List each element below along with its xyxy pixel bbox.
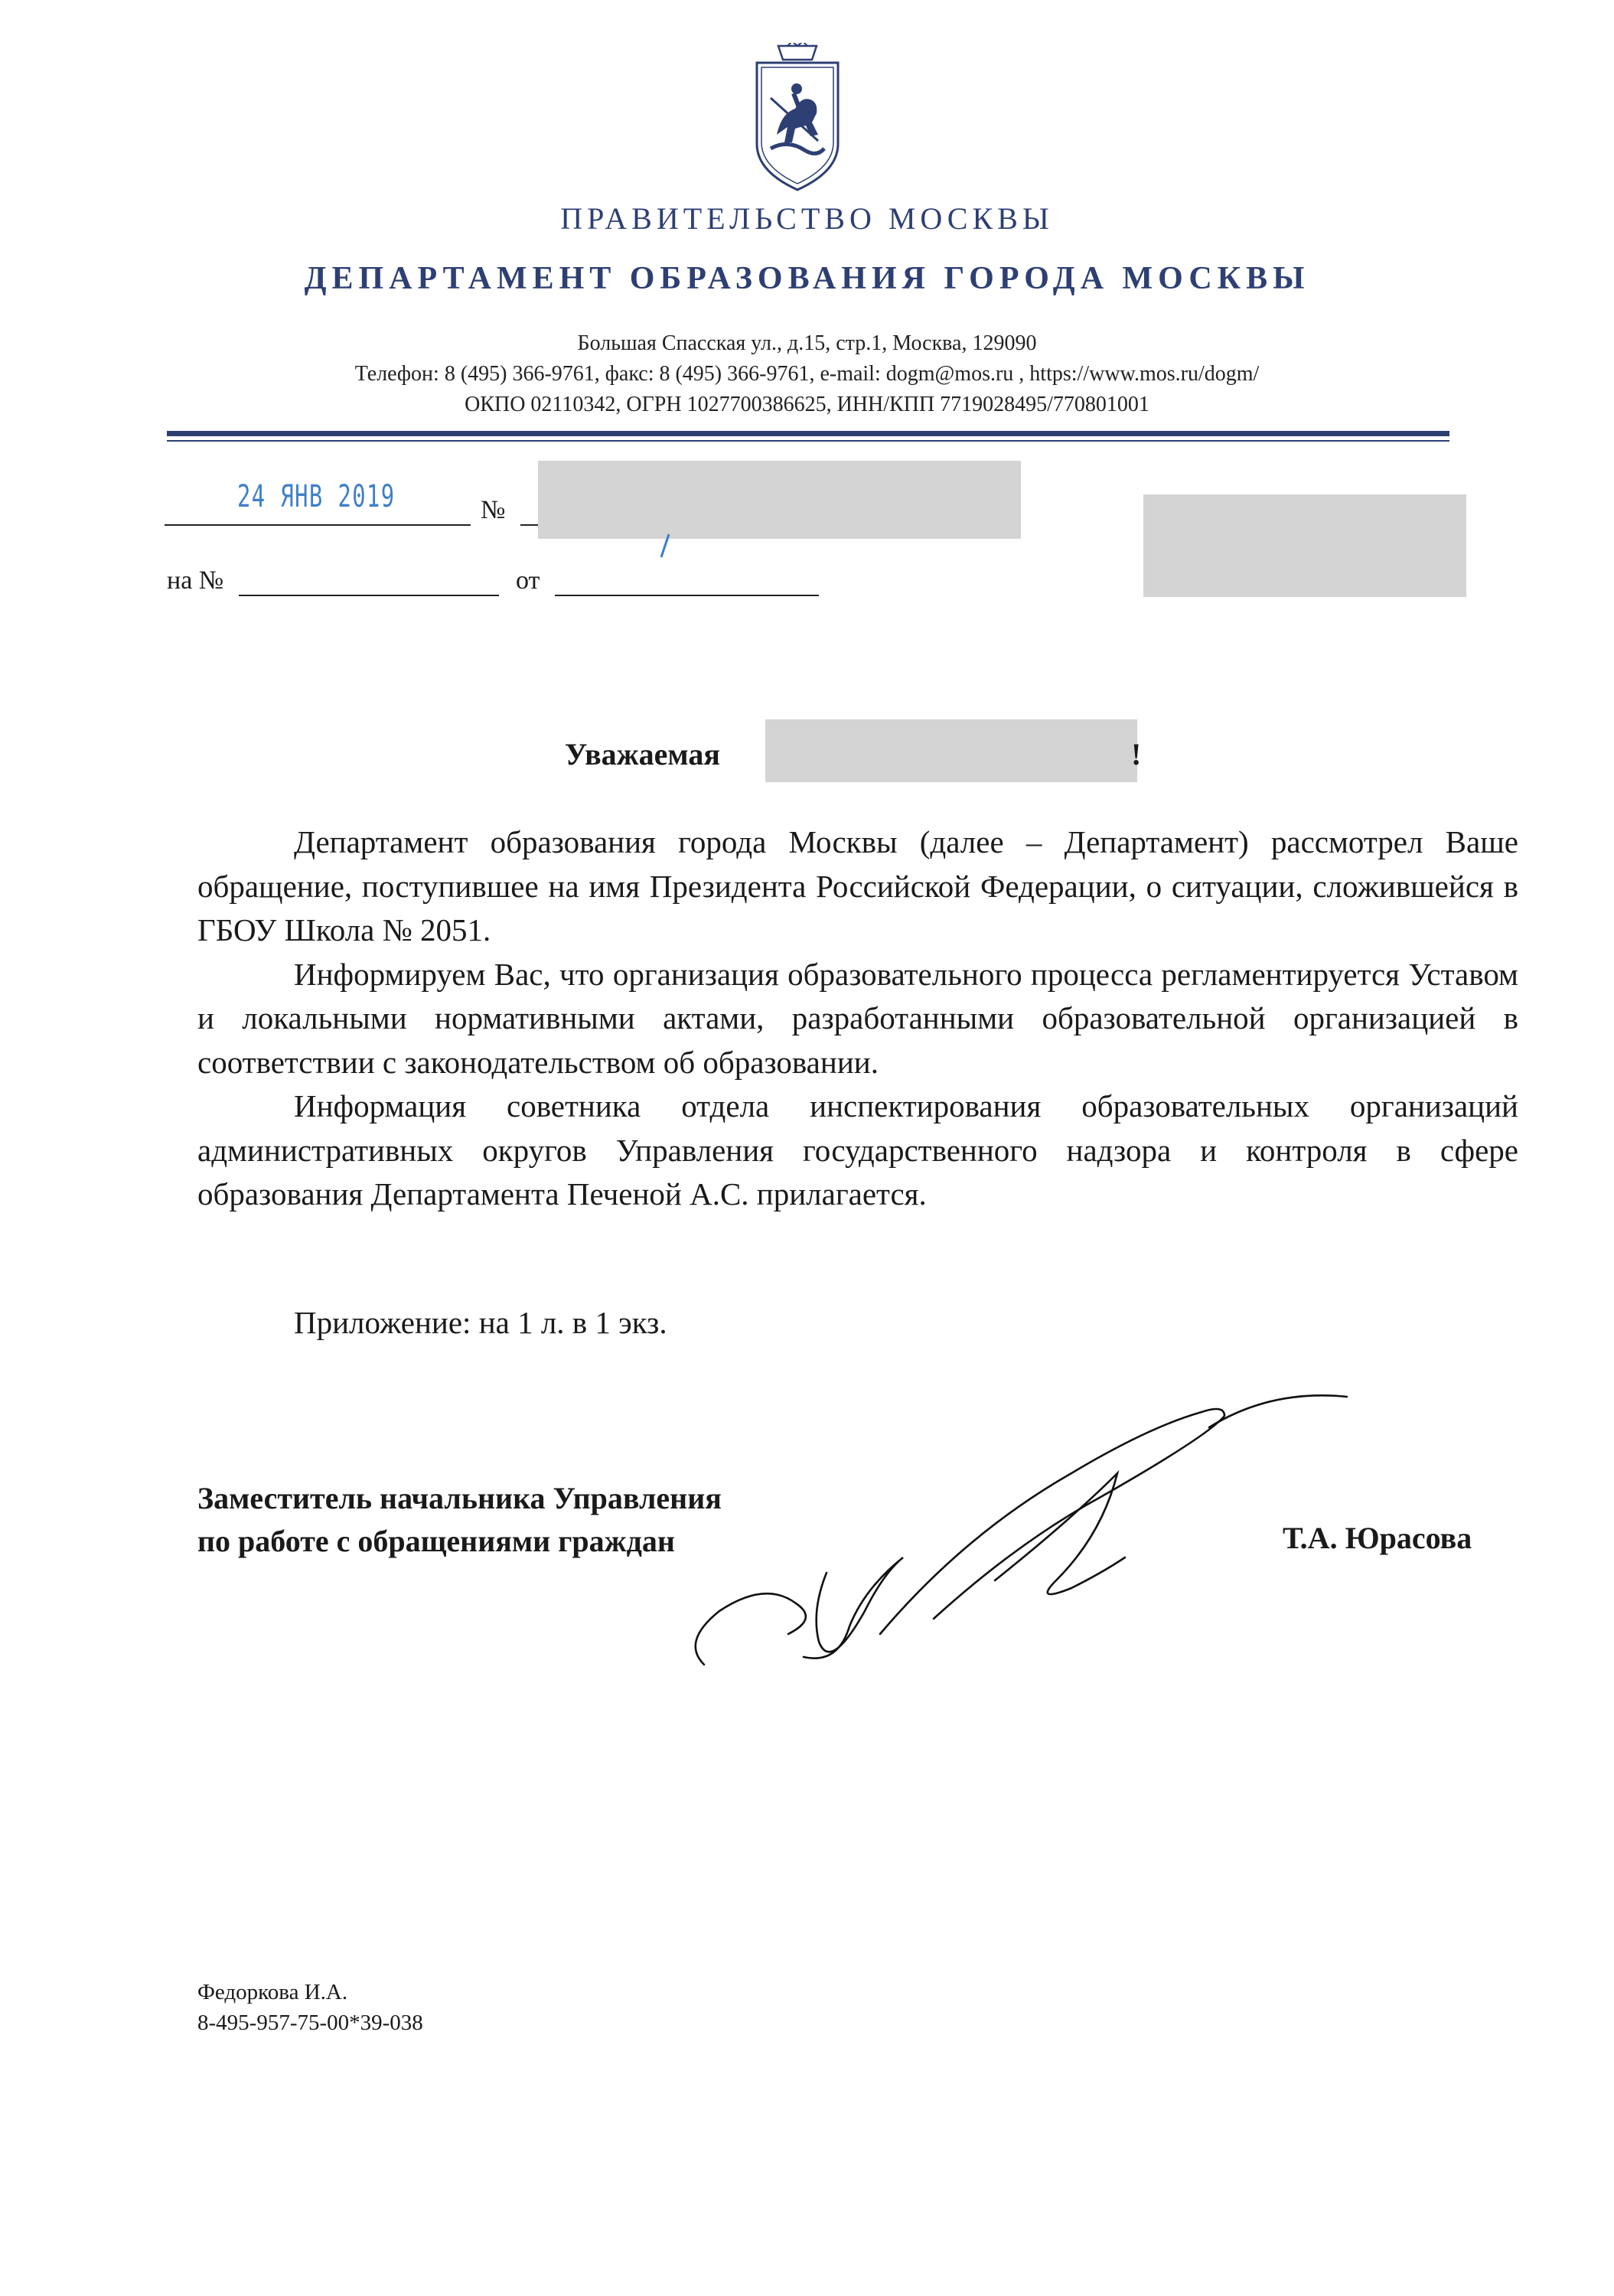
department-codes: ОКПО 02110342, ОГРН 1027700386625, ИНН/КПП 7719028495/770801001 <box>465 393 1149 416</box>
redacted-recipient-name <box>765 719 1137 782</box>
reply-date-line <box>555 595 819 596</box>
header-divider-thick <box>167 431 1449 436</box>
government-name: ПРАВИТЕЛЬСТВО МОСКВЫ <box>560 201 1054 236</box>
date-stamp: 24 ЯНВ 2019 <box>237 479 396 514</box>
department-address: Большая Спасская ул., д.15, стр.1, Москва, 129090 <box>577 331 1037 355</box>
pen-mark <box>652 531 683 562</box>
paragraph-1: Департамент образования города Москвы (далее – Департамент) рассмотрел Ваше обращение, поступившее на имя Президента Российской Федерации, о ситуации, сложившейся в ГБОУ Школа № 2051. <box>197 824 1518 947</box>
salutation: Уважаемая <box>565 737 721 771</box>
redacted-recipient-address <box>1143 494 1466 597</box>
department-name: ДЕПАРТАМЕНТ ОБРАЗОВАНИЯ ГОРОДА МОСКВЫ <box>304 261 1310 296</box>
header-divider-thin <box>167 440 1449 442</box>
paragraph-3: Информация советника отдела инспектирования образовательных организаций административных округов Управления государственного надзора и контроля в сфере образования Департамента Печеной А.С. прилагается. <box>197 1088 1518 1212</box>
number-label: № <box>481 496 506 524</box>
paragraph-2: Информируем Вас, что организация образовательного процесса регламентируется Уставом и локальными нормативными актами, разработанными образовательной организацией в соответствии с законодательством об образовании. <box>197 956 1518 1080</box>
reply-date-label: от <box>516 566 540 595</box>
signatory-title <box>197 1477 722 1563</box>
moscow-coat-of-arms-icon <box>748 43 847 196</box>
executor-info <box>197 1977 423 2038</box>
redacted-outgoing-number <box>538 461 1021 539</box>
reply-to-number-label: на № <box>167 566 224 595</box>
reply-number-line <box>239 595 499 596</box>
executor-name: Федоркова И.А. <box>197 1980 348 2004</box>
signatory-title-line-2: по работе с обращениями граждан <box>197 1524 675 1558</box>
salutation-exclamation: ! <box>1131 737 1142 771</box>
date-line <box>165 524 471 526</box>
signatory-title-line-1: Заместитель начальника Управления <box>197 1481 722 1515</box>
attachment-note: Приложение: на 1 л. в 1 экз. <box>294 1305 667 1340</box>
department-contacts: Телефон: 8 (495) 366-9761, факс: 8 (495) 366-9761, e-mail: dogm@mos.ru , https://www.mos.ru/dogm/ <box>354 362 1260 386</box>
letter-body <box>197 820 1518 1217</box>
signatory-name: Т.А. Юрасова <box>1283 1521 1472 1555</box>
executor-phone: 8-495-957-75-00*39-038 <box>197 2011 423 2035</box>
handwritten-signature-icon <box>673 1381 1362 1688</box>
